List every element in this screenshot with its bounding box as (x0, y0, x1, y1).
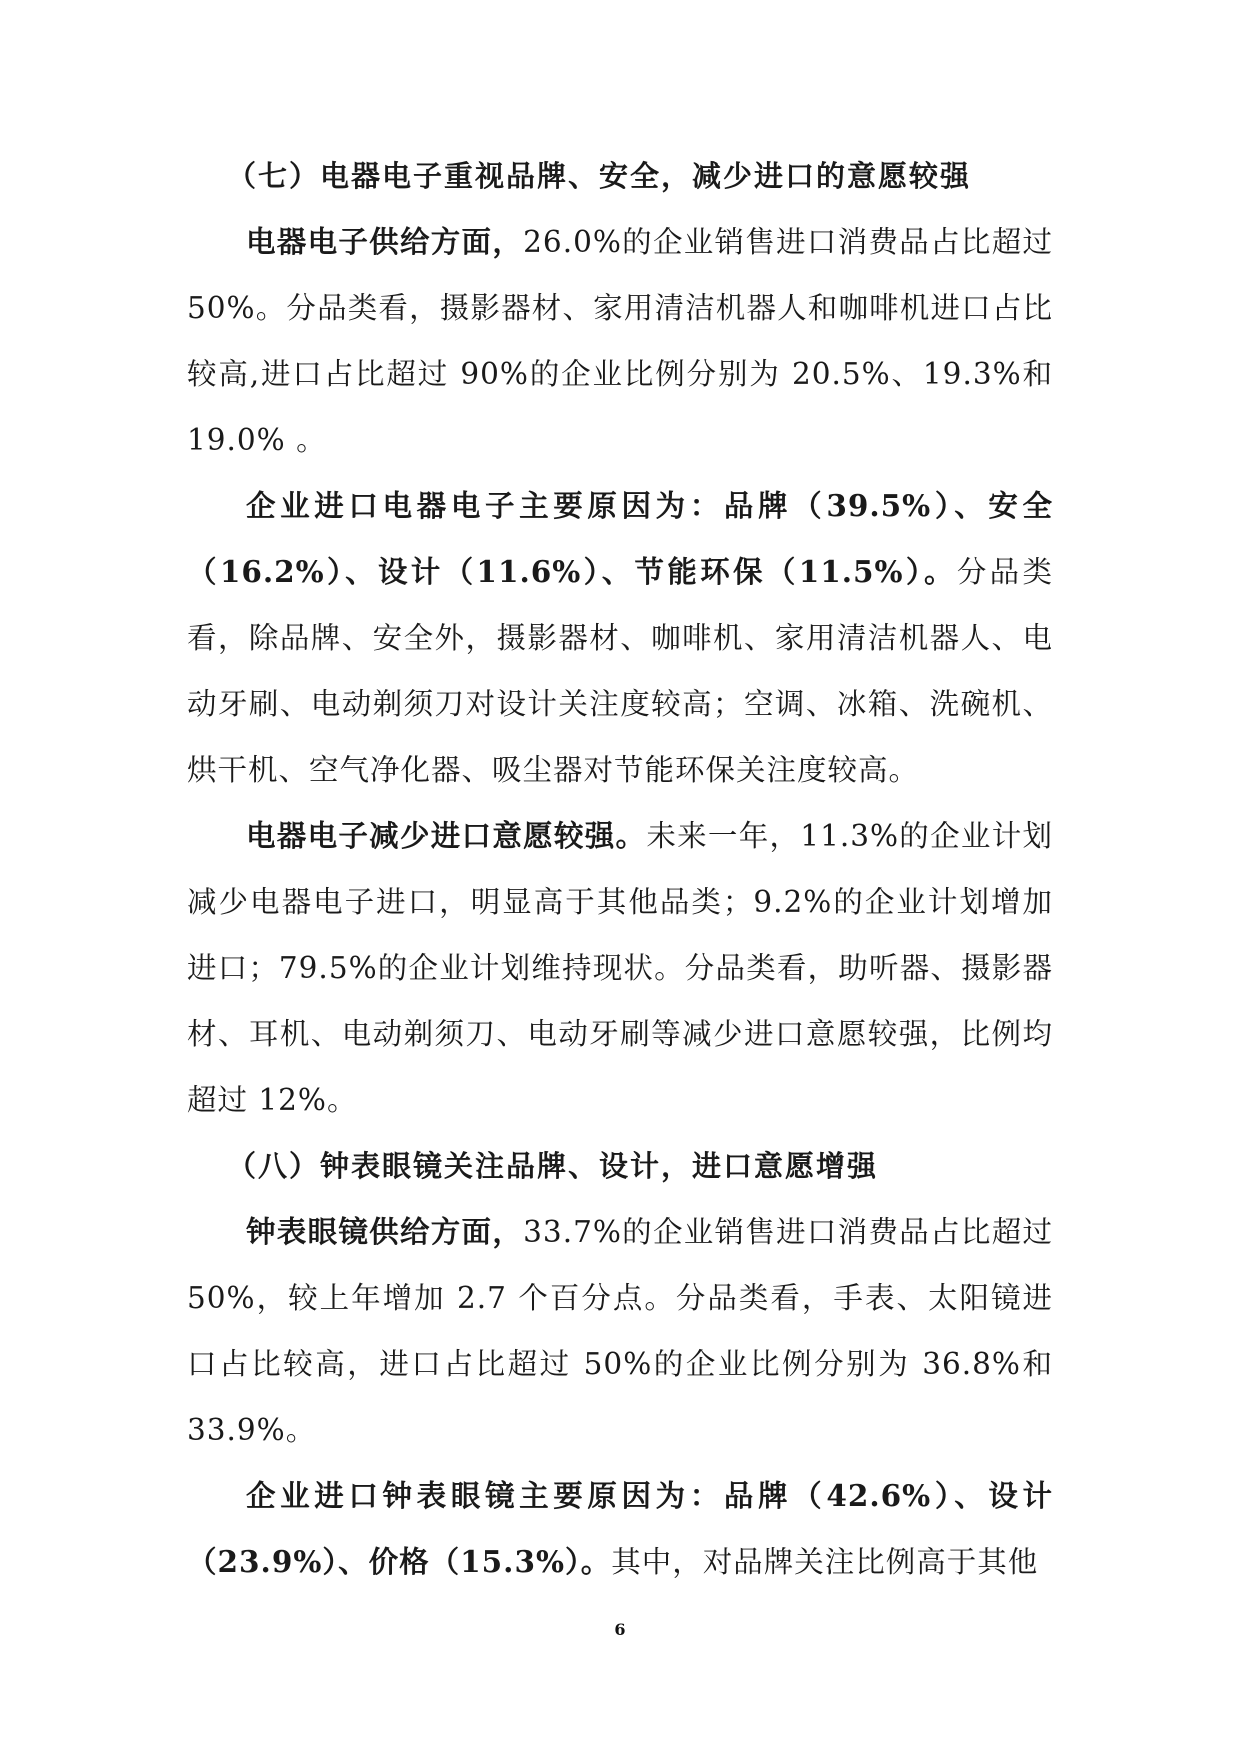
paragraph-text: 33.7%的企业销售进口消费品占比超过 50%，较上年增加 2.7 个百分点。分品类看，手表、太阳镜进口占比较高，进口占比超过 50%的企业比例分别为 36.8%和 33.9%。 (187, 1215, 1053, 1447)
page-number: 6 (614, 1620, 626, 1639)
paragraph-text: 未来一年，11.3%的企业计划减少电器电子进口，明显高于其他品类；9.2%的企业计划增加进口；79.5%的企业计划维持现状。分品类看，助听器、摄影器材、耳机、电动剃须刀、电动牙刷等减少进口意愿较强，比例均超过 12%。 (187, 819, 1053, 1117)
paragraph-lead: 企业进口电器电子主要原因为：品牌（39.5%）、安全（16.2%）、设计（11.6%）、节能环保（11.5%）。 (187, 488, 1053, 589)
paragraph (187, 209, 1053, 473)
paragraph (187, 803, 1053, 1133)
paragraph-lead: 电器电子减少进口意愿较强。 (246, 818, 647, 853)
paragraph (187, 1199, 1053, 1463)
section-heading-8: （八）钟表眼镜关注品牌、设计，进口意愿增强 (227, 1149, 879, 1183)
page-body (187, 143, 1053, 1595)
paragraph (187, 473, 1053, 803)
paragraph-text: 分品类看，除品牌、安全外，摄影器材、咖啡机、家用清洁机器人、电动牙刷、电动剃须刀对设计关注度较高；空调、冰箱、洗碗机、烘干机、空气净化器、吸尘器对节能环保关注度较高。 (187, 555, 1053, 787)
paragraph-lead: 企业进口钟表眼镜主要原因为：品牌（42.6%）、设计（23.9%）、价格（15.3%）。 (187, 1478, 1053, 1579)
paragraph-text: 其中，对品牌关注比例高于其他 (611, 1545, 1039, 1579)
paragraph-lead: 钟表眼镜供给方面， (246, 1214, 524, 1249)
paragraph-text: 26.0%的企业销售进口消费品占比超过 50%。分品类看，摄影器材、家用清洁机器人和咖啡机进口占比较高,进口占比超过 90%的企业比例分别为 20.5%、19.3%和 19.0% 。 (187, 225, 1053, 457)
section-heading-7: （七）电器电子重视品牌、安全，减少进口的意愿较强 (227, 159, 972, 193)
paragraph-lead: 电器电子供给方面， (246, 224, 524, 259)
paragraph (187, 1463, 1053, 1595)
